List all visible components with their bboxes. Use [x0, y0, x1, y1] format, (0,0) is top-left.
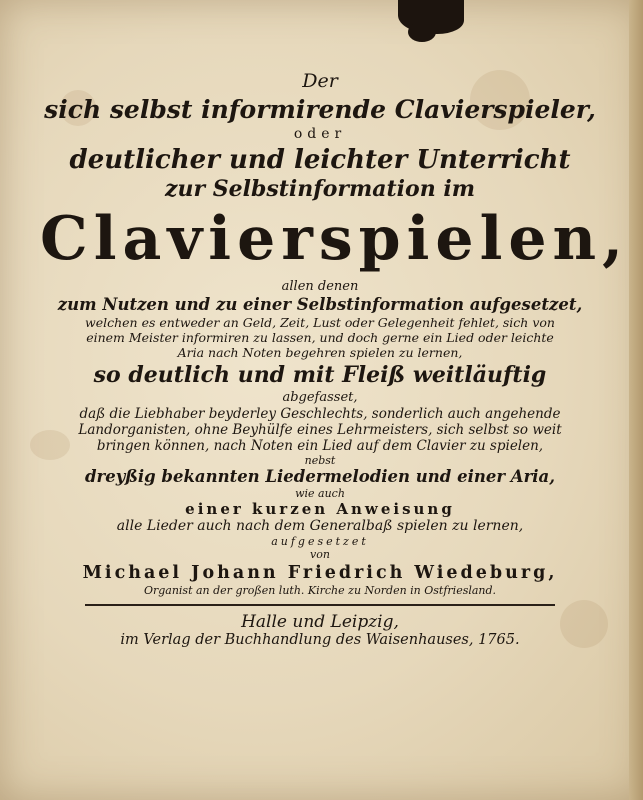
ink-blot	[398, 0, 464, 34]
text-einem: einem Meister informiren zu lassen, und doch gerne ein Lied oder leichte	[86, 329, 554, 345]
text-nebst: nebst	[304, 454, 336, 468]
title-line-3: zur Selbstinformation im	[164, 175, 475, 202]
text-aufgesetzet: aufgesetzet	[271, 535, 369, 549]
divider-rule	[85, 604, 555, 606]
author-name: Michael Johann Friedrich Wiedeburg,	[82, 563, 558, 584]
text-lieder: alle Lieder auch nach dem Generalbaß spielen zu lernen,	[116, 518, 524, 535]
text-von: von	[310, 548, 330, 562]
imprint-publisher: im Verlag der Buchhandlung des Waisenhauses, 1765.	[120, 632, 520, 649]
text-allen: allen denen	[281, 279, 359, 295]
title-main-word: Clavierspielen,	[40, 204, 630, 275]
text-deutlich: so deutlich und mit Fleiß weitläuftig	[93, 361, 547, 388]
text-welchen: welchen es entweder an Geld, Zeit, Lust oder Gelegenheit fehlet, sich von	[85, 314, 555, 330]
title-block	[40, 70, 630, 649]
text-aria: Aria nach Noten begehren spielen zu lernen,	[177, 344, 463, 360]
text-abgefasset: abgefasset,	[282, 389, 358, 405]
page-edge	[629, 0, 643, 800]
title-der: Der	[302, 70, 338, 92]
author-title: Organist an der großen luth. Kirche zu Norden in Ostfriesland.	[143, 584, 497, 598]
text-bringen: bringen können, nach Noten ein Lied auf dem Clavier zu spielen,	[96, 437, 544, 454]
text-anweisung: einer kurzen Anweisung	[185, 500, 455, 519]
imprint-place: Halle und Leipzig,	[241, 611, 399, 632]
title-oder: oder	[293, 125, 347, 142]
text-wie-auch: wie auch	[295, 487, 345, 501]
text-liebhaber: daß die Liebhaber beyderley Geschlechts, sonderlich auch angehende	[79, 405, 561, 422]
text-dreyssig: dreyßig bekannten Liedermelodien und einer Aria,	[85, 467, 555, 487]
title-line-2: deutlicher und leichter Unterricht	[69, 144, 571, 175]
title-line-1: sich selbst informirende Clavierspieler,	[44, 94, 596, 124]
text-landorganisten: Landorganisten, ohne Beyhülfe eines Lehrmeisters, sich selbst so weit	[78, 421, 562, 438]
text-nutzen: zum Nutzen und zu einer Selbstinformation aufgesetzet,	[57, 294, 583, 314]
